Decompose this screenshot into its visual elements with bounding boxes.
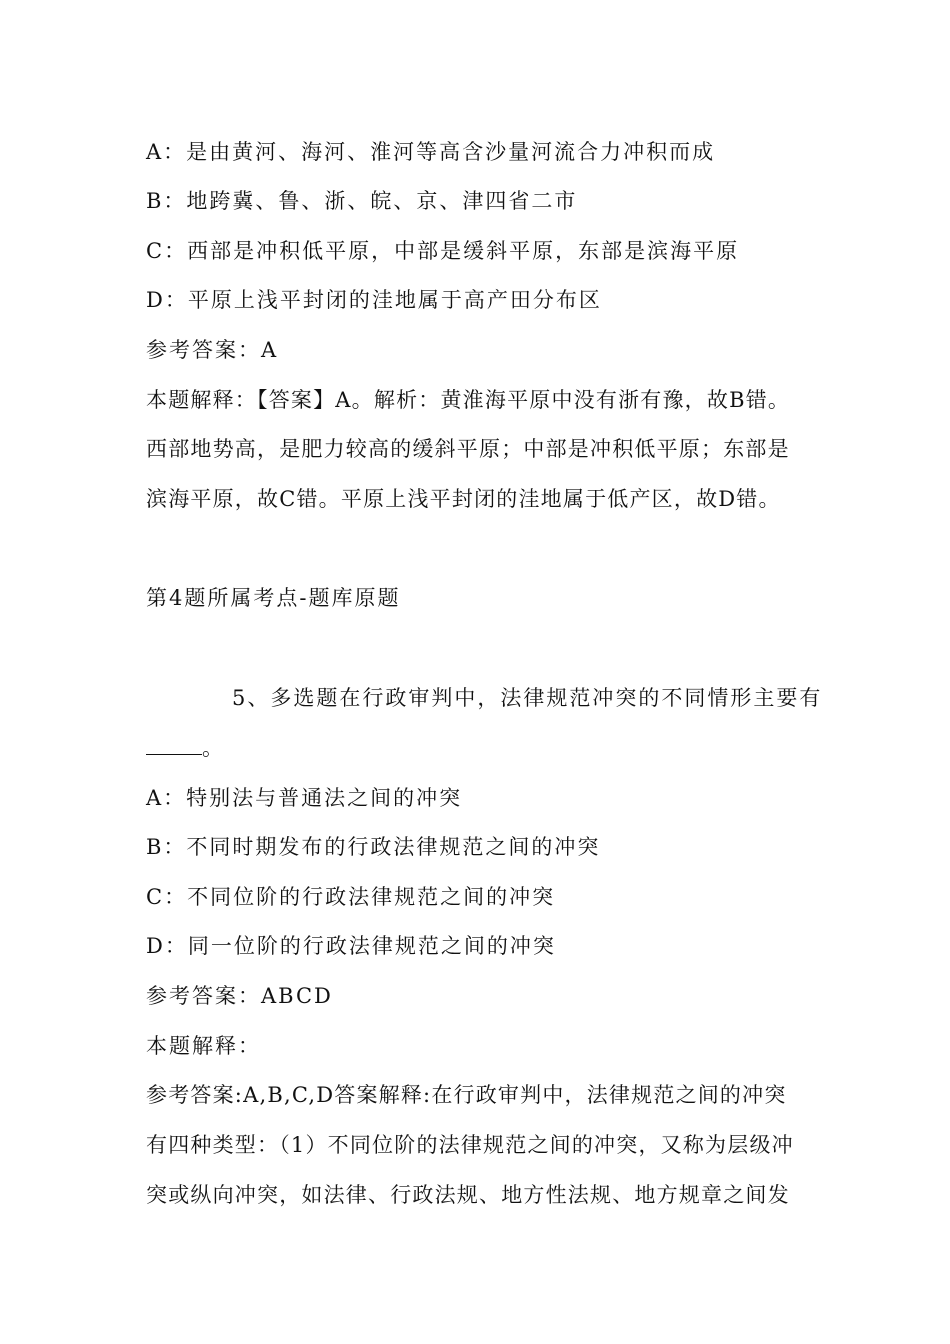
- q5-answer: 参考答案：ABCD: [146, 984, 333, 1008]
- q5-option-a: A：特别法与普通法之间的冲突: [146, 786, 463, 810]
- q5-option-d: D：同一位阶的行政法律规范之间的冲突: [146, 934, 556, 958]
- q5-explanation-line-1: 参考答案:A,B,C,D答案解释:在行政审判中，法律规范之间的冲突: [146, 1083, 787, 1107]
- q5-option-c: C：不同位阶的行政法律规范之间的冲突: [146, 885, 556, 909]
- q3-explanation-line-1: 本题解释：【答案】A。解析：黄淮海平原中没有浙有豫，故B错。: [146, 388, 791, 412]
- answer-blank: [146, 736, 202, 755]
- q3-option-a: A：是由黄河、海河、淮河等高含沙量河流合力冲积而成: [146, 140, 716, 164]
- q3-option-b: B：地跨冀、鲁、浙、皖、京、津四省二市: [146, 189, 578, 213]
- q3-explanation-line-2: 西部地势高，是肥力较高的缓斜平原；中部是冲积低平原；东部是: [146, 437, 790, 461]
- q4-knowledge-point: 第4题所属考点-题库原题: [146, 586, 401, 610]
- q5-question-line-2: [146, 733, 225, 763]
- q5-question-line-1: 5、多选题在行政审判中，法律规范冲突的不同情形主要有: [232, 686, 823, 710]
- q3-option-d: D：平原上浅平封闭的洼地属于高产田分布区: [146, 288, 602, 312]
- q3-explanation-line-3: 滨海平原，故C错。平原上浅平封闭的洼地属于低产区，故D错。: [146, 487, 781, 511]
- q5-option-b: B：不同时期发布的行政法律规范之间的冲突: [146, 835, 601, 859]
- q5-explanation-line-2: 有四种类型：（1）不同位阶的法律规范之间的冲突，又称为层级冲: [146, 1133, 794, 1157]
- q5-question-end: 。: [202, 736, 225, 760]
- q5-explanation-line-3: 突或纵向冲突，如法律、行政法规、地方性法规、地方规章之间发: [146, 1183, 790, 1207]
- q5-explanation-label: 本题解释：: [146, 1034, 261, 1058]
- q3-option-c: C：西部是冲积低平原，中部是缓斜平原，东部是滨海平原: [146, 239, 740, 263]
- q3-answer: 参考答案：A: [146, 338, 279, 362]
